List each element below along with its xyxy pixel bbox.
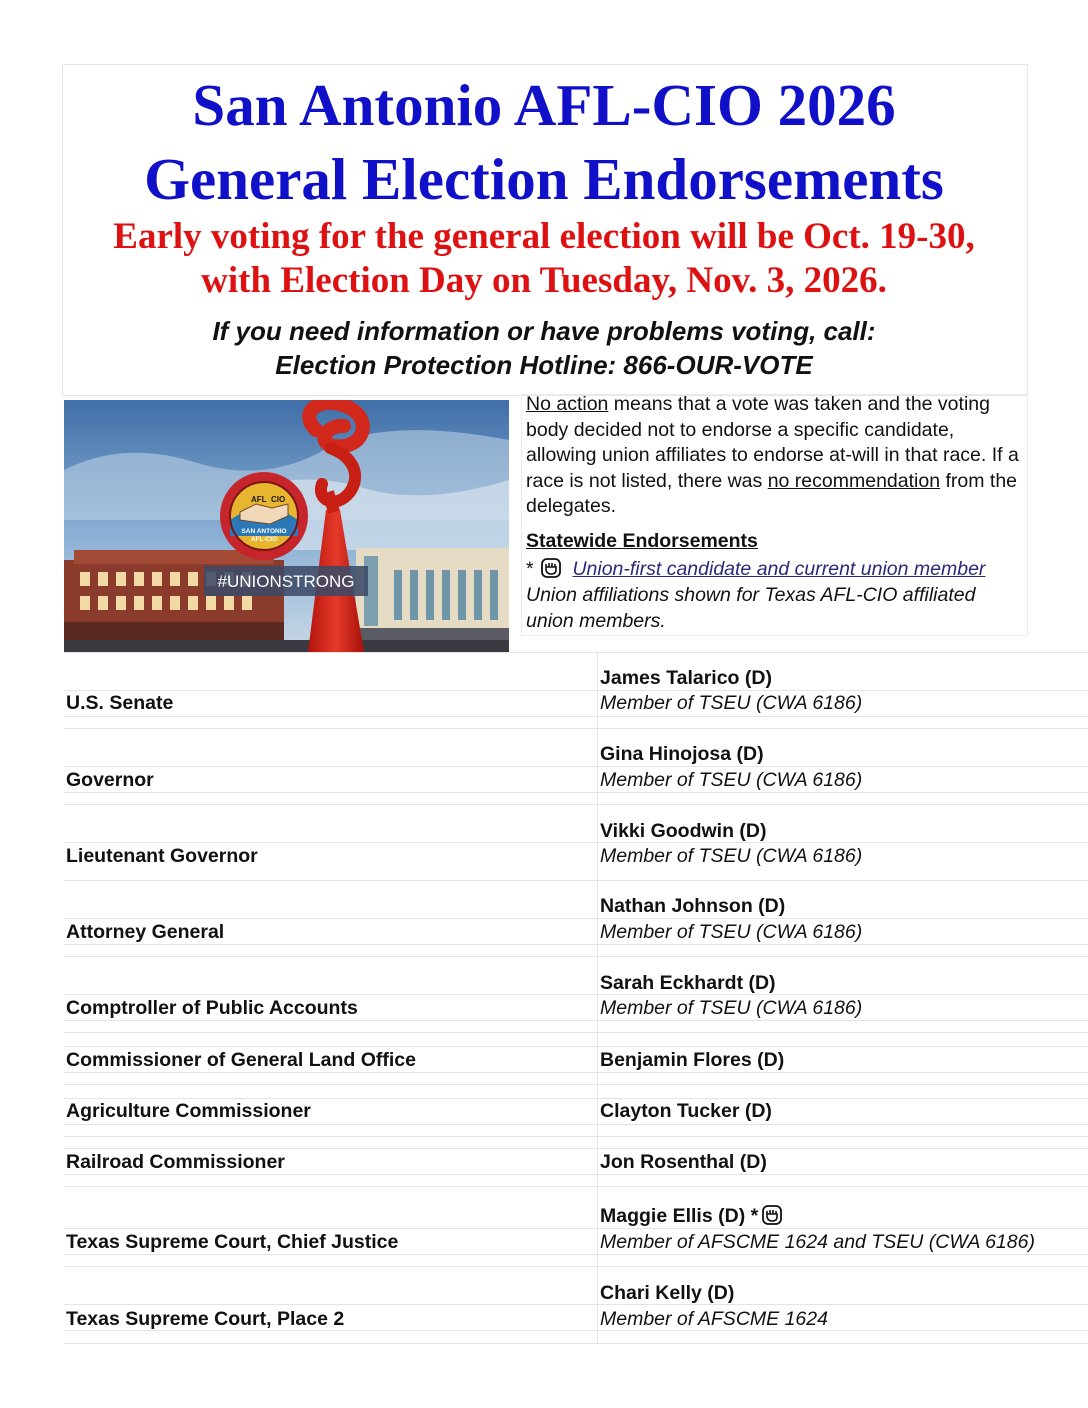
table-row-candidate: Nathan Johnson (D): [600, 895, 786, 917]
statewide-heading: Statewide Endorsements: [526, 530, 758, 552]
legend-text: Union-first candidate and current union member: [572, 558, 986, 580]
table-column-divider: [597, 652, 598, 1344]
union-first-legend: [526, 556, 985, 582]
table-row-affiliation: Member of TSEU (CWA 6186): [600, 769, 863, 791]
raised-fist-icon: [762, 1205, 782, 1225]
table-row-affiliation: Member of TSEU (CWA 6186): [600, 921, 863, 943]
table-row-candidate-marked: [600, 1204, 788, 1228]
affiliations-note: Union affiliations shown for Texas AFL-CIO affiliated union members.: [526, 584, 976, 632]
table-row-candidate: Gina Hinojosa (D): [600, 743, 764, 765]
hotline-intro: If you need information or have problems voting, call:: [212, 316, 876, 346]
hotline-number: Election Protection Hotline: 866-OUR-VOTE: [275, 350, 813, 380]
table-row-office: Agriculture Commissioner: [66, 1100, 311, 1122]
early-voting-line2: with Election Day on Tuesday, Nov. 3, 2026.: [201, 260, 887, 301]
table-row-office: Commissioner of General Land Office: [66, 1049, 416, 1071]
hashtag-text: #UNIONSTRONG: [217, 572, 355, 591]
table-row-candidate: Clayton Tucker (D): [600, 1100, 772, 1122]
table-row-affiliation: Member of TSEU (CWA 6186): [600, 997, 863, 1019]
page-title-line2: General Election Endorsements: [144, 146, 944, 212]
unionstrong-photo: [64, 400, 509, 652]
no-action-definition: means that a vote was taken and the voting body decided not to endorse a specific candidate, allowing union affiliates to endorse at-will in that race. If a race is not listed, there was: [526, 393, 1019, 492]
union-first-asterisk: *: [750, 1205, 759, 1227]
table-row-candidate: Sarah Eckhardt (D): [600, 972, 776, 994]
table-row-affiliation: Member of TSEU (CWA 6186): [600, 845, 863, 867]
table-row-office: Governor: [66, 769, 154, 791]
no-action-term: No action: [526, 393, 609, 415]
svg-text:AFL-CIO: AFL-CIO: [250, 536, 278, 543]
table-row-office: U.S. Senate: [66, 692, 174, 714]
table-row-candidate: Benjamin Flores (D): [600, 1049, 785, 1071]
table-row-affiliation: Member of AFSCME 1624: [600, 1308, 828, 1330]
table-row-office: Railroad Commissioner: [66, 1151, 285, 1173]
table-row-candidate: Chari Kelly (D): [600, 1282, 735, 1304]
legend-asterisk: *: [526, 558, 534, 580]
table-row-office: Texas Supreme Court, Place 2: [66, 1308, 345, 1330]
table-row-candidate: James Talarico (D): [600, 667, 772, 689]
table-row-office: Comptroller of Public Accounts: [66, 997, 358, 1019]
early-voting-line1: Early voting for the general election will be Oct. 19-30,: [113, 216, 975, 257]
table-row-office: Lieutenant Governor: [66, 845, 258, 867]
svg-text:AFL: AFL: [251, 495, 267, 504]
table-row-affiliation: Member of TSEU (CWA 6186): [600, 692, 863, 714]
page-title-line1: San Antonio AFL-CIO 2026: [192, 72, 896, 138]
raised-fist-icon: [541, 558, 561, 578]
candidate-name: Maggie Ellis (D): [600, 1205, 746, 1227]
table-row-candidate: Vikki Goodwin (D): [600, 820, 767, 842]
table-row-office: Attorney General: [66, 921, 225, 943]
table-row-affiliation: Member of AFSCME 1624 and TSEU (CWA 6186): [600, 1231, 1035, 1253]
no-recommendation-rest: from the delegates.: [526, 469, 1018, 517]
no-action-note: [526, 392, 1026, 520]
svg-text:CIO: CIO: [271, 495, 286, 504]
afl-cio-seal-icon: [220, 472, 308, 560]
table-row-office: Texas Supreme Court, Chief Justice: [66, 1231, 399, 1253]
svg-text:SAN ANTONIO: SAN ANTONIO: [241, 528, 287, 535]
table-row-candidate: Jon Rosenthal (D): [600, 1151, 767, 1173]
no-recommendation-term: no recommendation: [767, 469, 941, 492]
